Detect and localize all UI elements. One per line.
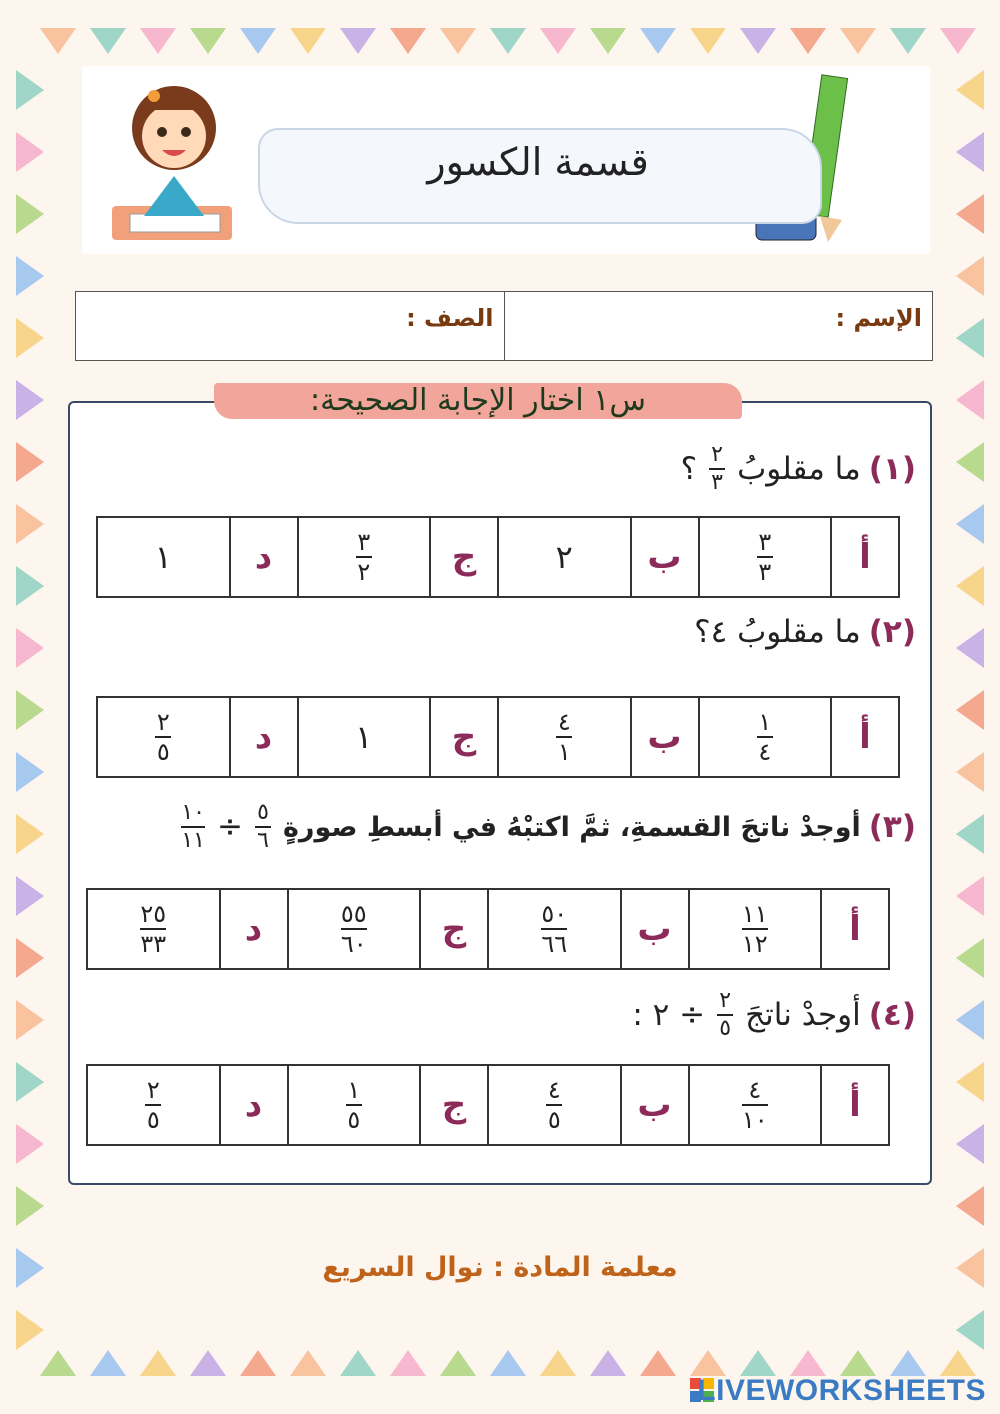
- border-triangle: [540, 1350, 576, 1376]
- option-answer[interactable]: [297, 518, 430, 596]
- border-triangle: [956, 690, 984, 730]
- fraction: [556, 710, 572, 764]
- option-letter: ج: [419, 1066, 487, 1144]
- denominator: ٦٦: [541, 930, 568, 958]
- question-text: ما مقلوبُ: [737, 451, 861, 487]
- border-triangle: [956, 1310, 984, 1350]
- border-triangle: [956, 380, 984, 420]
- border-triangle: [390, 28, 426, 54]
- border-triangle: [16, 504, 44, 544]
- border-triangle: [956, 194, 984, 234]
- class-label: الصف :: [406, 304, 494, 332]
- fraction: [356, 530, 372, 584]
- border-triangle: [590, 28, 626, 54]
- border-triangle: [540, 28, 576, 54]
- teacher-name: معلمة المادة : نوال السريع: [322, 1252, 678, 1283]
- option-answer[interactable]: [287, 890, 420, 968]
- option-value: ٢: [555, 538, 573, 576]
- fraction: [709, 444, 725, 494]
- option-letter: د: [229, 698, 297, 776]
- border-triangle: [790, 1350, 826, 1376]
- fraction: [145, 1078, 161, 1132]
- border-triangle: [140, 1350, 176, 1376]
- border-triangle: [16, 752, 44, 792]
- option-answer[interactable]: [98, 698, 229, 776]
- border-triangle: [640, 28, 676, 54]
- section-title: س١ اختار الإجابة الصحيحة:: [214, 383, 742, 419]
- border-triangle: [190, 28, 226, 54]
- border-triangle: [790, 28, 826, 54]
- denominator: ٥: [719, 1016, 732, 1041]
- numerator: ٣: [357, 528, 371, 556]
- option-letter: أ: [820, 890, 888, 968]
- liveworksheets-brand: LIVEWORKSHEETS: [697, 1374, 986, 1407]
- numerator: ٢: [719, 988, 732, 1013]
- numerator: ١: [347, 1076, 361, 1104]
- divide-sign: ÷: [216, 809, 243, 845]
- border-triangle: [956, 566, 984, 606]
- denominator: ٣٣: [140, 930, 167, 958]
- page-title: قسمة الكسور: [427, 140, 649, 184]
- border-triangle: [840, 28, 876, 54]
- border-triangle: [190, 1350, 226, 1376]
- border-triangle: [440, 1350, 476, 1376]
- border-triangle: [16, 70, 44, 110]
- border-triangle: [690, 1350, 726, 1376]
- question-suffix: ؟: [680, 451, 698, 487]
- options-row-4: [86, 1064, 890, 1146]
- option-answer[interactable]: [487, 890, 620, 968]
- border-triangle: [16, 876, 44, 916]
- fraction: [346, 1078, 362, 1132]
- class-field[interactable]: [76, 292, 505, 360]
- border-triangle: [240, 28, 276, 54]
- question-4: [632, 990, 916, 1040]
- border-triangle: [290, 1350, 326, 1376]
- denominator: ١: [557, 738, 571, 766]
- border-triangle: [956, 132, 984, 172]
- border-triangle: [956, 1000, 984, 1040]
- border-triangle: [40, 1350, 76, 1376]
- border-triangle: [690, 28, 726, 54]
- question-number: (٣): [868, 809, 916, 845]
- border-triangle: [956, 318, 984, 358]
- student-info-table: [75, 291, 933, 361]
- numerator: ٥٠: [541, 900, 568, 928]
- option-letter: د: [219, 890, 287, 968]
- fraction-a: [255, 802, 271, 852]
- border-triangle: [16, 194, 44, 234]
- denominator: ٥: [156, 738, 170, 766]
- numerator: ١: [758, 708, 772, 736]
- numerator: ٢: [146, 1076, 160, 1104]
- fraction: [717, 990, 733, 1040]
- border-triangle: [740, 28, 776, 54]
- denominator: ٥: [347, 1106, 361, 1134]
- border-triangle: [16, 1186, 44, 1226]
- border-triangle: [740, 1350, 776, 1376]
- denominator: ٦: [257, 828, 269, 853]
- option-letter: ج: [429, 518, 497, 596]
- option-answer[interactable]: [497, 518, 630, 596]
- question-1: [681, 444, 916, 494]
- fraction-b: [181, 802, 205, 852]
- option-letter: د: [229, 518, 297, 596]
- question-3: [177, 802, 916, 852]
- option-answer[interactable]: [688, 890, 821, 968]
- denominator: ٦٠: [340, 930, 367, 958]
- option-answer[interactable]: [88, 1066, 219, 1144]
- border-triangle: [16, 256, 44, 296]
- fraction: [757, 530, 773, 584]
- denominator: ١٠: [741, 1106, 768, 1134]
- border-triangle: [40, 28, 76, 54]
- border-triangle: [90, 1350, 126, 1376]
- fraction: [155, 710, 171, 764]
- border-triangle: [956, 1186, 984, 1226]
- border-triangle: [16, 1124, 44, 1164]
- option-answer[interactable]: [698, 518, 831, 596]
- denominator: ٣: [758, 558, 772, 586]
- option-letter: د: [219, 1066, 287, 1144]
- options-row-2: [96, 696, 900, 778]
- border-triangle: [16, 1062, 44, 1102]
- fraction: [546, 1078, 562, 1132]
- border-triangle: [390, 1350, 426, 1376]
- denominator: ٥: [547, 1106, 561, 1134]
- border-triangle: [640, 1350, 676, 1376]
- question-2: [694, 614, 916, 650]
- option-letter: ج: [419, 890, 487, 968]
- border-triangle: [956, 814, 984, 854]
- option-letter: ب: [620, 890, 688, 968]
- border-triangle: [290, 28, 326, 54]
- numerator: ٢٥: [140, 900, 167, 928]
- border-triangle: [940, 28, 976, 54]
- border-triangle: [956, 752, 984, 792]
- numerator: ١١: [741, 900, 768, 928]
- border-triangle: [16, 132, 44, 172]
- border-triangle: [890, 28, 926, 54]
- girl-reading-illustration: [104, 66, 264, 256]
- border-triangle: [140, 28, 176, 54]
- denominator: ١١: [181, 828, 205, 853]
- border-triangle: [16, 938, 44, 978]
- border-triangle: [340, 28, 376, 54]
- denominator: ٤: [758, 738, 772, 766]
- border-triangle: [956, 1124, 984, 1164]
- border-triangle: [16, 690, 44, 730]
- border-triangle: [956, 938, 984, 978]
- numerator: ٥: [257, 800, 269, 825]
- border-triangle: [956, 504, 984, 544]
- border-triangle: [590, 1350, 626, 1376]
- border-triangle: [240, 1350, 276, 1376]
- border-triangle: [16, 442, 44, 482]
- border-triangle: [16, 318, 44, 358]
- options-row-1: [96, 516, 900, 598]
- border-triangle: [490, 28, 526, 54]
- numerator: ٣: [758, 528, 772, 556]
- numerator: ٤: [748, 1076, 762, 1104]
- option-value: ١: [355, 718, 373, 756]
- option-value: ١: [154, 538, 172, 576]
- option-answer[interactable]: [688, 1066, 821, 1144]
- border-triangle: [16, 566, 44, 606]
- option-letter: ج: [429, 698, 497, 776]
- option-answer[interactable]: [88, 890, 219, 968]
- border-triangle: [956, 876, 984, 916]
- option-letter: أ: [820, 1066, 888, 1144]
- denominator: ٥: [146, 1106, 160, 1134]
- name-label: الإسم :: [835, 304, 922, 332]
- numerator: ٤: [557, 708, 571, 736]
- option-letter: ب: [630, 698, 698, 776]
- border-triangle: [16, 1310, 44, 1350]
- fraction: [742, 902, 768, 956]
- denominator: ٢: [357, 558, 371, 586]
- border-triangle: [940, 1350, 976, 1376]
- option-answer[interactable]: [487, 1066, 620, 1144]
- question-number: (٢): [868, 614, 916, 650]
- border-triangle: [956, 256, 984, 296]
- option-letter: أ: [830, 518, 898, 596]
- denominator: ١٢: [741, 930, 768, 958]
- border-triangle: [16, 1000, 44, 1040]
- denominator: ٣: [711, 470, 723, 495]
- question-number: (٤): [868, 997, 916, 1033]
- border-triangle: [16, 814, 44, 854]
- question-number: (١): [868, 451, 916, 487]
- name-field[interactable]: [505, 292, 933, 360]
- border-triangle: [440, 28, 476, 54]
- numerator: ٥٥: [340, 900, 367, 928]
- option-answer[interactable]: [497, 698, 630, 776]
- question-text: أوجدْ ناتجَ القسمةِ، ثمَّ اكتبْهُ في أبسطِ صورةٍ: [282, 811, 861, 843]
- fraction: [140, 902, 166, 956]
- option-answer[interactable]: [287, 1066, 420, 1144]
- numerator: ٤: [547, 1076, 561, 1104]
- border-triangle: [956, 70, 984, 110]
- numerator: ١٠: [181, 800, 205, 825]
- numerator: ٢: [156, 708, 170, 736]
- border-triangle: [490, 1350, 526, 1376]
- border-triangle: [16, 380, 44, 420]
- option-answer[interactable]: [297, 698, 430, 776]
- question-suffix: ÷ ٢ :: [632, 997, 706, 1033]
- fraction: [541, 902, 567, 956]
- option-letter: أ: [830, 698, 898, 776]
- border-triangle: [90, 28, 126, 54]
- options-row-3: [86, 888, 890, 970]
- border-triangle: [16, 628, 44, 668]
- numerator: ٢: [711, 442, 723, 467]
- fraction: [757, 710, 773, 764]
- border-triangle: [956, 442, 984, 482]
- fraction: [742, 1078, 768, 1132]
- fraction: [341, 902, 367, 956]
- option-answer[interactable]: [698, 698, 831, 776]
- option-answer[interactable]: [98, 518, 229, 596]
- border-triangle: [890, 1350, 926, 1376]
- option-letter: ب: [620, 1066, 688, 1144]
- question-text: أوجدْ ناتجَ: [745, 997, 861, 1033]
- border-triangle: [956, 628, 984, 668]
- option-letter: ب: [630, 518, 698, 596]
- question-text: ما مقلوبُ ٤؟: [694, 614, 861, 650]
- border-triangle: [840, 1350, 876, 1376]
- border-triangle: [340, 1350, 376, 1376]
- border-triangle: [956, 1062, 984, 1102]
